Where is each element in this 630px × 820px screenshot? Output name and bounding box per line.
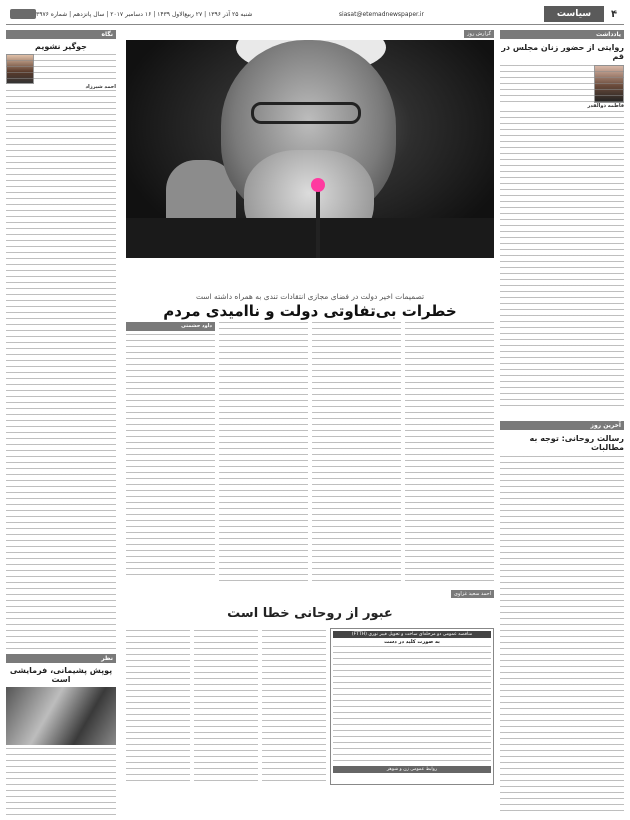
microphone-icon: [316, 185, 320, 258]
article2-column: [262, 630, 326, 785]
photo-suit: [126, 218, 494, 258]
article-column: [219, 322, 308, 582]
article2-tag: احمد سعید غزاوی: [451, 590, 494, 598]
tender-advertisement: [330, 628, 494, 785]
section-email: siasat@etemadnewspaper.ir: [338, 10, 424, 18]
right-byline: فاطمه ذوالقدر: [587, 103, 624, 109]
left-headline-2: پوپش‌ پشیمانی، فرمایشی است: [9, 666, 113, 684]
newspaper-logo-icon: [10, 9, 36, 19]
article2-title: عبور از روحانی خطا است: [227, 606, 393, 621]
page-header: [6, 6, 624, 22]
left-lead-text: [6, 54, 116, 84]
photo-glasses: [251, 102, 361, 124]
ad-subtitle: به صورت کلید در دست: [384, 639, 440, 645]
right-body-text-2: [500, 456, 624, 816]
right-body-text: [500, 111, 624, 411]
middle-column: [126, 30, 494, 785]
article2-body: [126, 630, 326, 785]
article-body: [126, 322, 494, 582]
article2-column: [126, 630, 190, 785]
left-column: [6, 30, 116, 785]
photo-tag: گزارش روز: [464, 30, 494, 38]
ad-footer: روابط عمومی زن و شوهر: [333, 766, 491, 773]
left-body-text-2: [6, 748, 116, 818]
right-headline: روایتی از حضور زنان مجلس در قم: [501, 43, 624, 61]
page-number: ۴: [610, 8, 618, 20]
left-body-text: [6, 90, 116, 650]
date-line: شنبه ۲۵ آذر ۱۳۹۶ | ۲۷ ربیع‌الاول ۱۴۳۹ | ۱۶ دسامبر ۲۰۱۷ | سال پانزدهم | شماره ۳۹۷۶: [36, 10, 253, 18]
left-section-label: نگاه: [6, 30, 116, 39]
ad-body-text: [333, 646, 491, 764]
article-subtitle: تصمیمات اخیر دولت در فضای مجازی انتقادات تندی به همراه داشته است: [195, 292, 425, 301]
article-column: [126, 322, 215, 582]
right-section-label-2: آخرین روز: [500, 421, 624, 430]
article-byline: داود حشمتی: [126, 322, 215, 331]
left-photo: [6, 687, 116, 745]
left-section-label-2: نظر: [6, 654, 116, 663]
right-lead-text: [500, 65, 624, 103]
article-column: [405, 322, 494, 582]
right-column: [500, 30, 624, 785]
right-section-label: یادداشت: [500, 30, 624, 39]
article-column: [312, 322, 401, 582]
article-title: خطرات بی‌تفاوتی دولت و ناامیدی مردم: [163, 302, 457, 320]
right-headline-2: رسالت روحانی: توجه به مطالبات: [529, 434, 624, 452]
left-headline: جوگیر نشویم: [35, 42, 87, 51]
microphone-tip-icon: [311, 178, 325, 192]
header-divider: [6, 24, 624, 25]
article2-column: [194, 630, 258, 785]
left-byline: احمد شیرزاد: [85, 84, 116, 90]
main-photo: [126, 40, 494, 258]
article-column-text: [126, 334, 215, 579]
section-title: سیاست: [544, 6, 604, 22]
ad-title: مناقصه عمومی دو مرحله‌ای ساخت و تحویل فیبر نوری (FTTH): [333, 631, 491, 638]
